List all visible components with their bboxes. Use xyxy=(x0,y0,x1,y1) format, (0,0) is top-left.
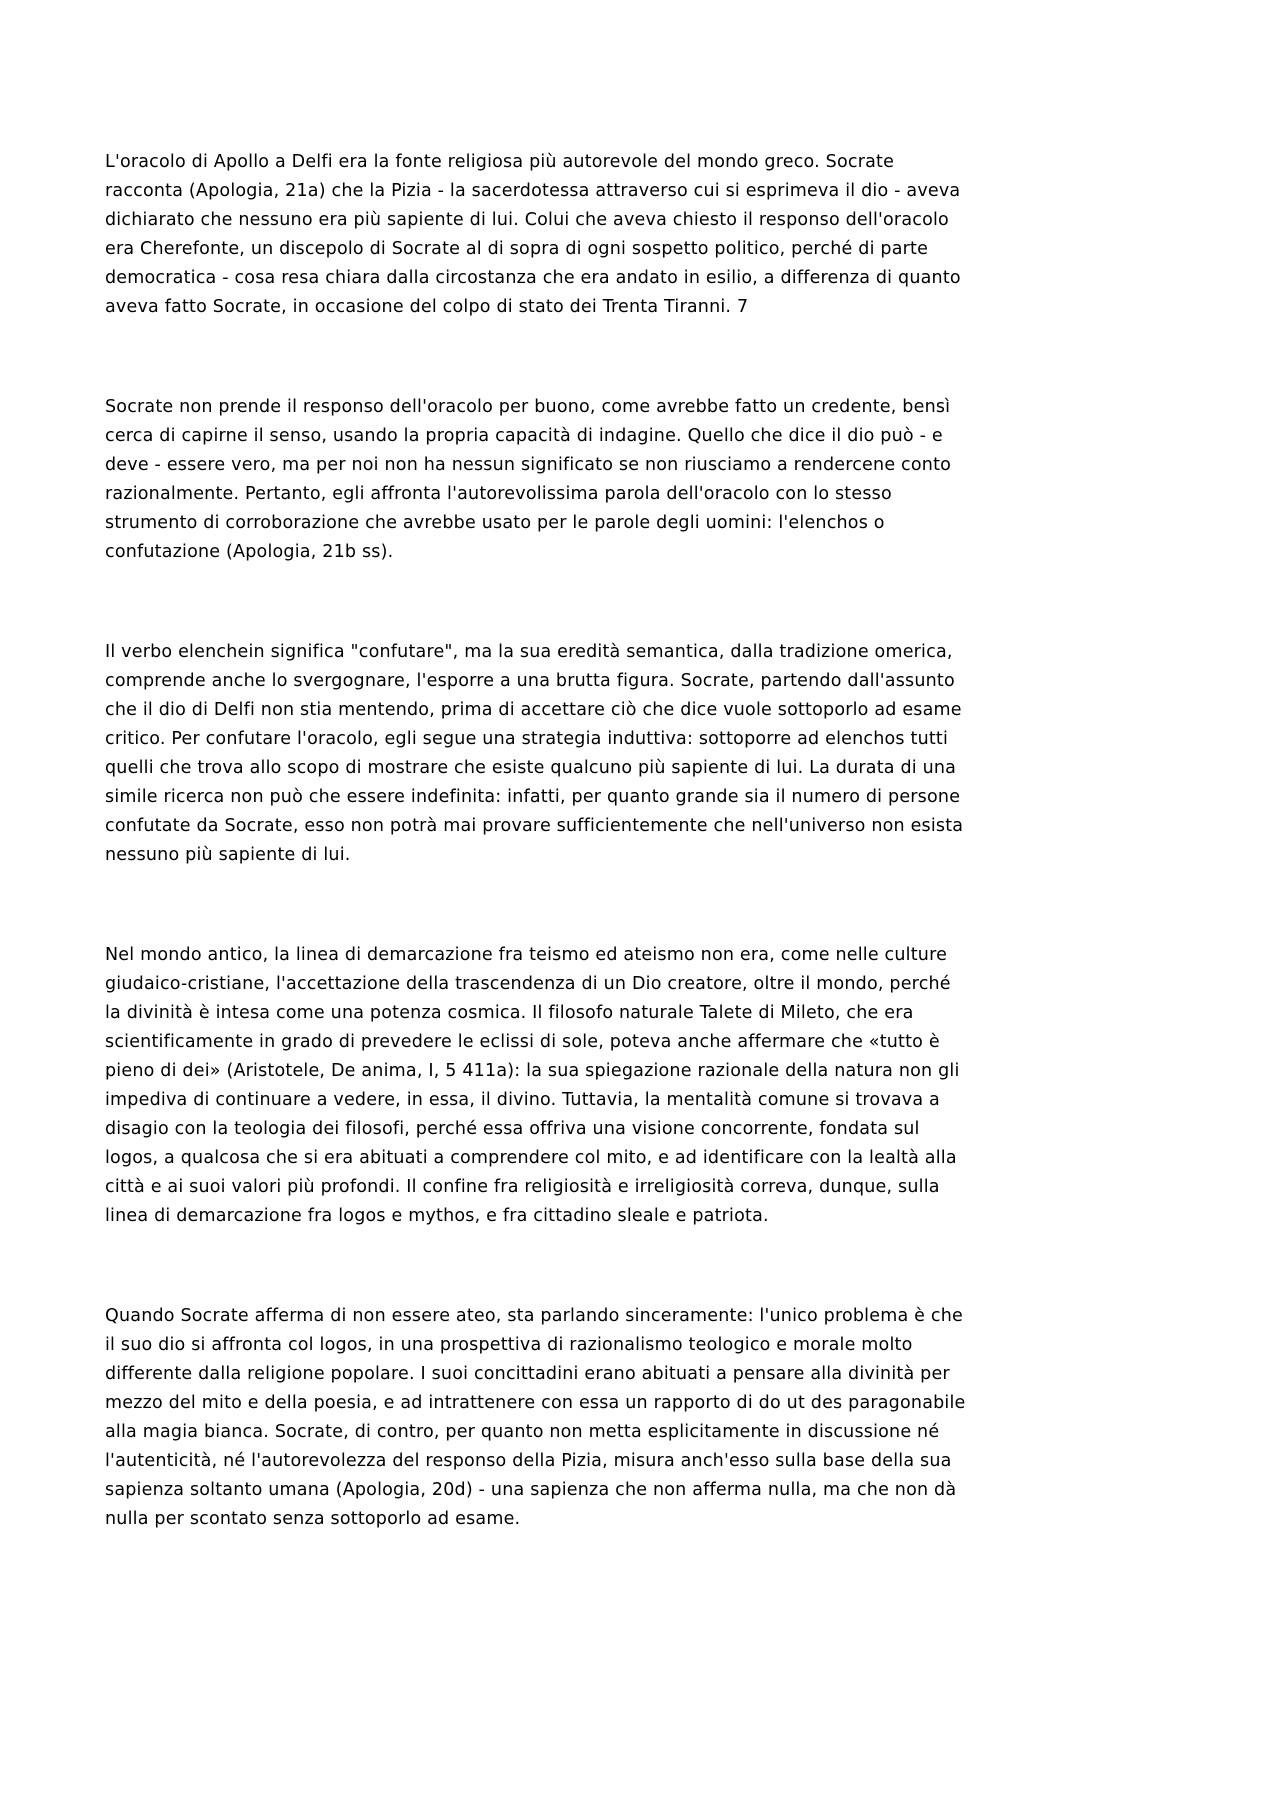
paragraph-oracle-of-delphi: L'oracolo di Apollo a Delfi era la fonte religiosa più autorevole del mondo greco. Socrate racconta (Apologia, 21a) che la Pizia - la sacerdotessa attraverso cui si esprimeva il dio - aveva dichiarato che nessuno era più sapiente di lui. Colui che aveva chiesto il responso dell'oracolo era Cherefonte, un discepolo di Socrate al di sopra di ogni sospetto politico, perché di parte democratica - cosa resa chiara dalla circostanza che era andato in esilio, a differenza di quanto aveva fatto Socrate, in occasione del colpo di stato dei Trenta Tiranni. 7 xyxy=(105,152,961,317)
paragraph-socrates-response: Socrate non prende il responso dell'oracolo per buono, come avrebbe fatto un credente, bensì cerca di capirne il senso, usando la propria capacità di indagine. Quello che dice il dio può - e deve - essere vero, ma per noi non ha nessun significato se non riusciamo a rendercene conto razionalmente. Pertanto, egli affronta l'autorevolissima parola dell'oracolo con lo stesso strumento di corroborazione che avrebbe usato per le parole degli uomini: l'elenchos o confutazione (Apologia, 21b ss). xyxy=(105,397,952,562)
paragraph-elenchein-meaning: Il verbo elenchein significa "confutare", ma la sua eredità semantica, dalla tradizione omerica, comprende anche lo svergognare, l'esporre a una brutta figura. Socrate, partendo dall'assunto che il dio di Delfi non stia mentendo, prima di accettare ciò che dice vuole sottoporlo ad esame critico. Per confutare l'oracolo, egli segue una strategia induttiva: sottoporre ad elenchos tutti quelli che trova allo scopo di mostrare che esiste qualcuno più sapiente di lui. La durata di una simile ricerca non può che essere indefinita: infatti, per quanto grande sia il numero di persone confutate da Socrate, esso non potrà mai provare sufficientemente che nell'universo non esista nessuno più sapiente di lui. xyxy=(105,642,964,865)
paragraph-socrates-not-atheist: Quando Socrate afferma di non essere ateo, sta parlando sinceramente: l'unico problema è che il suo dio si affronta col logos, in una prospettiva di razionalismo teologico e morale molto differente dalla religione popolare. I suoi concittadini erano abituati a pensare alla divinità per mezzo del mito e della poesia, e ad intrattenere con essa un rapporto di do ut des paragonabile alla magia bianca. Socrate, di contro, per quanto non metta esplicitamente in discussione né l'autenticità, né l'autorevolezza del responso della Pizia, misura anch'esso sulla base della sua sapienza soltanto umana (Apologia, 20d) - una sapienza che non afferma nulla, ma che non dà nulla per scontato senza sottoporlo ad esame. xyxy=(105,1306,966,1529)
paragraph-theism-atheism-ancient-world: Nel mondo antico, la linea di demarcazione fra teismo ed ateismo non era, come nelle culture giudaico-cristiane, l'accettazione della trascendenza di un Dio creatore, oltre il mondo, perché la divinità è intesa come una potenza cosmica. Il filosofo naturale Talete di Mileto, che era scientificamente in grado di prevedere le eclissi di sole, poteva anche affermare che «tutto è pieno di dei» (Aristotele, De anima, I, 5 411a): la sua spiegazione razionale della natura non gli impediva di continuare a vedere, in essa, il divino. Tuttavia, la mentalità comune si trovava a disagio con la teologia dei filosofi, perché essa offriva una visione concorrente, fondata sul logos, a qualcosa che si era abituati a comprendere col mito, e ad identificare con la lealtà alla città e ai suoi valori più profondi. Il confine fra religiosità e irreligiosità correva, dunque, sulla linea di demarcazione fra logos e mythos, e fra cittadino sleale e patriota. xyxy=(105,945,960,1226)
